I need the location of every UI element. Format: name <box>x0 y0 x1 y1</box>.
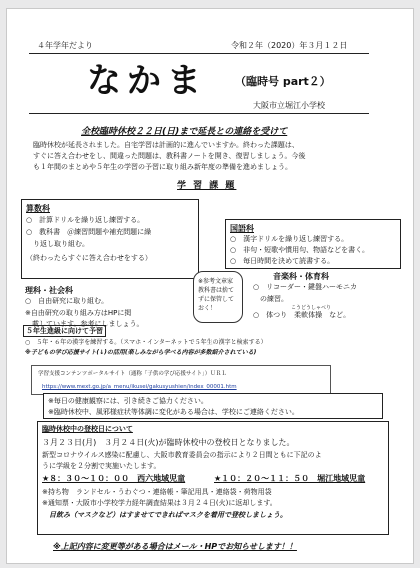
note-line-1: ※参考文章家 <box>198 278 234 285</box>
attendance-line-3: うに学級を２分割で実施いたします。 <box>42 462 161 470</box>
attendance-note-3: 目飲み（マスクなど）はすませてできればマスクを着用で登校しましょう。 <box>42 511 287 519</box>
science-title: 理科・社会科 <box>25 286 73 295</box>
music-item-3: ○ 体つり 柔軟体操 など。 <box>253 311 351 319</box>
kokugo-item-3: ○ 毎日時間を決めて読書する。 <box>230 257 335 265</box>
music-title: 音楽科・体育科 <box>273 272 329 281</box>
attendance-line-2: 新型コロナウイルス感染に配慮し、大阪市教育委員会の指示により２日間ともに下記のよ <box>42 451 322 459</box>
attendance-note-1: ※持ち物 ランドセル・うわぐつ・連絡帳・筆記用具・連絡袋・荷物用袋 <box>42 488 272 496</box>
prep-item-1: ○ ５年・６年の漢字を練習する。（スマホ・インターネットで５年生の漢字と検索する） <box>25 339 267 346</box>
portal-url-link[interactable]: https://www.mext.go.jp/a_menu/ikusei/gakusyushien/index_00001.htm <box>42 384 237 390</box>
attendance-note-2: ※通知票・大阪市小学校学力経年調査結果は３月２４日(火)に返却します。 <box>42 499 277 507</box>
math-item-3: り返し取り組む。 <box>26 240 89 248</box>
grade-newsletter-label: ４年学年だより <box>37 41 93 50</box>
newsletter-title: なかま <box>87 61 207 101</box>
math-title: 算数科 <box>26 204 50 213</box>
music-item-1: ○ リコーダー・鍵盤ハーモニカ <box>253 283 357 291</box>
issue-date: 令和２年（2020）年３月１２日 <box>231 41 348 50</box>
newsletter-page <box>6 8 414 564</box>
math-item-4: （終わったらすぐに答え合わせをする） <box>26 254 152 262</box>
prep-title: ５年生進級に向けて予習 <box>23 325 106 337</box>
kokugo-title: 国語科 <box>230 224 254 233</box>
kokugo-item-2: ○ 非句・短歌や慣用句、物語などを書く。 <box>230 246 369 254</box>
school-name: 大阪市立堀江小学校 <box>253 101 325 110</box>
intro-line-2: すぐに答え合わせをし、間違った問題は、教科書ノートを開き、復習しましょう。今後 <box>33 152 306 160</box>
science-item-1: ○ 自由研究に取り組む。 <box>25 297 109 305</box>
header-bottom-rule <box>29 113 369 114</box>
portal-box <box>31 365 331 395</box>
headline: 全校臨時休校２２日(日)まで延長との連絡を受けて <box>81 127 288 137</box>
kokugo-box <box>225 219 401 269</box>
prep-item-2: ※子どもの学び応援サイト(↓)の活用(楽しみながら学べる内容が多数紹介されている) <box>25 349 257 356</box>
note-line-4: おく！ <box>198 305 217 312</box>
math-item-1: ○ 計算ドリルを繰り返し練習する。 <box>26 216 145 224</box>
portal-label: 学習支援コンテンツポータルサイト（通称「子供の学び応援サイト」）ＵＲＬ <box>38 371 227 377</box>
health-line-1: ※毎日の健康観察には、引き続きご協力ください。 <box>48 397 208 405</box>
health-box <box>43 393 383 419</box>
music-item-2: の練習。 <box>253 295 288 303</box>
attendance-box <box>37 421 389 535</box>
section-title: 学 習 課 題 <box>177 181 237 191</box>
session-slot-2: ★１０：２０～１１：５０ 堀江地域児童 <box>214 474 366 483</box>
math-item-2: ○ 教科書 ＠練習問題や補充問題に繰 <box>26 228 152 236</box>
header-rule <box>29 53 369 54</box>
issue-label: （臨時号 part２） <box>235 75 331 88</box>
kokugo-item-1: ○ 漢字ドリルを繰り返し練習する。 <box>230 235 349 243</box>
intro-line-1: 臨時休校が延長されました。自宅学習は計画的に進んでいますか。終わった課題は、 <box>33 141 299 149</box>
music-box <box>253 271 403 325</box>
footer-notice: ※上記内容に変更等がある場合はメール・HPでお知らせします！！ <box>53 542 297 551</box>
science-box <box>21 285 187 328</box>
science-item-2: ※自由研究の取り組み方はHPに掲 <box>25 309 132 317</box>
music-ruby: こうどうしゃべり <box>291 305 332 311</box>
science-item-3: 載しています。参考にしましょう。 <box>25 320 144 328</box>
health-line-2: ※臨時休校中、風邪様症状等体調に変化がある場合は、学校にご連絡ください。 <box>48 408 299 416</box>
intro-line-3: も１年間のまとめや５年生の学習の予習に取り組み新年度の準備を進めましょう。 <box>33 163 292 171</box>
attendance-line-1: ３月２３日(月) ３月２４日(火)が臨時休校中の登校日となりました。 <box>42 438 295 447</box>
note-line-3: ずに保管して <box>198 296 235 303</box>
note-line-2: 教科書は捨て <box>198 287 235 294</box>
session-slot-1: ★８：３０～１０：００ 西六地域児童 <box>42 474 186 483</box>
note-bubble <box>193 271 243 323</box>
math-box <box>21 199 199 279</box>
attendance-title: 臨時休校中の登校日について <box>42 425 133 433</box>
